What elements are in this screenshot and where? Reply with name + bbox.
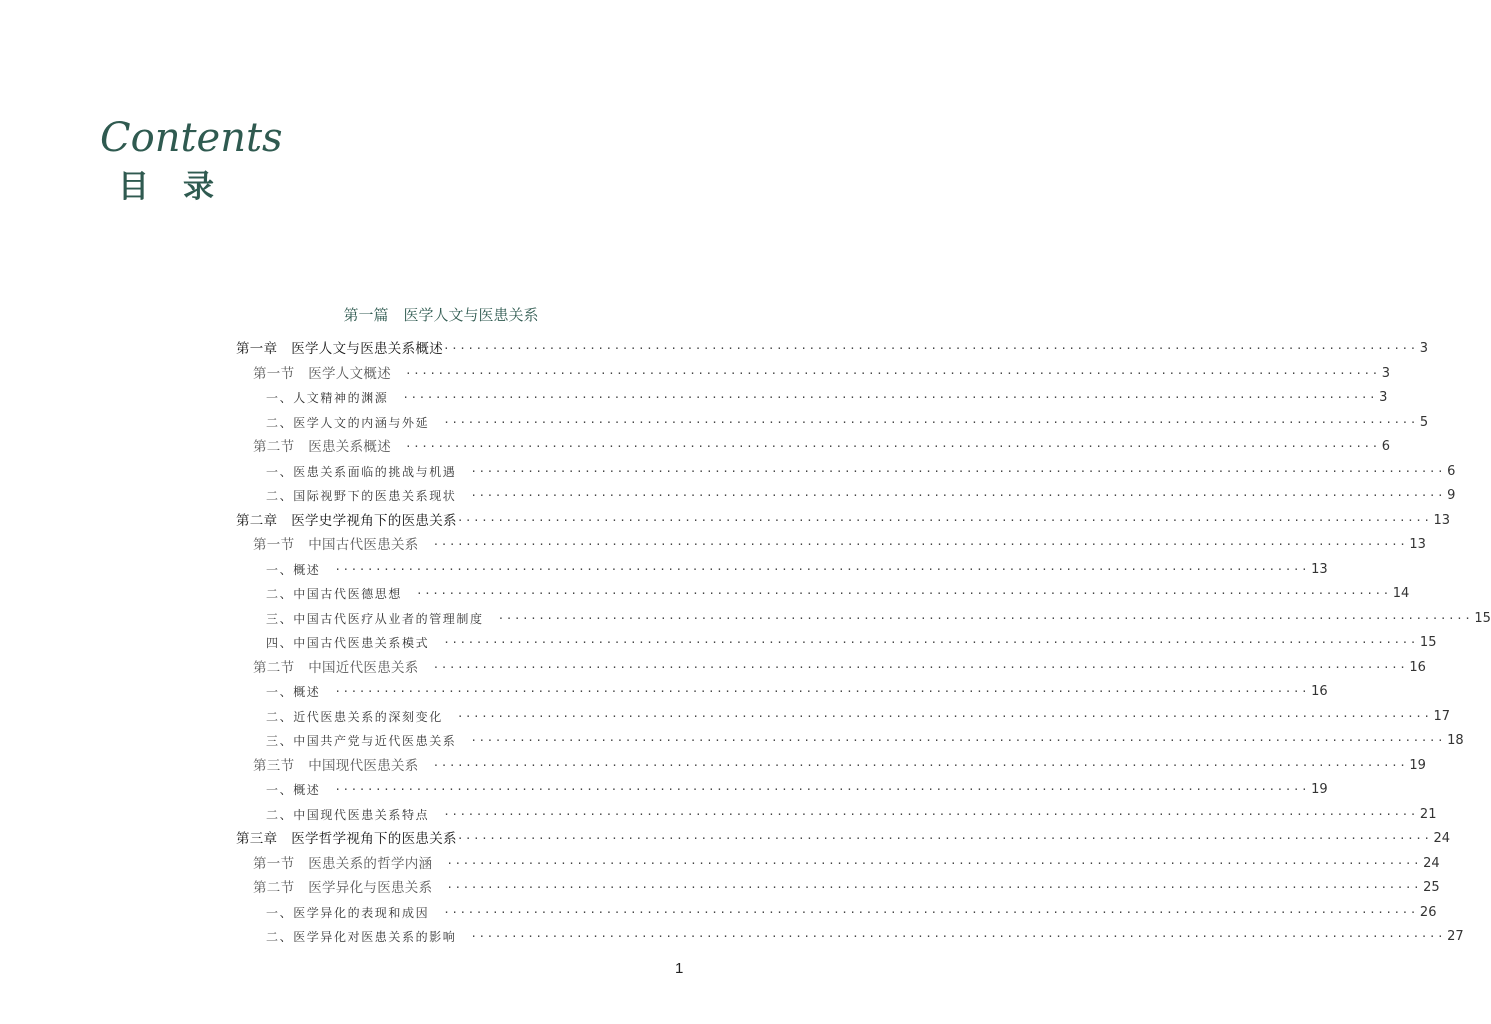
toc-entry-item[interactable] bbox=[0, 680, 1328, 704]
toc-entry-page: 6 bbox=[1447, 463, 1456, 479]
toc-entry-item[interactable] bbox=[0, 729, 1464, 753]
dot-leader: ························································································································ bbox=[443, 905, 1418, 919]
toc-entry-item[interactable] bbox=[0, 631, 1437, 655]
dot-leader: ························································································································ bbox=[470, 464, 1446, 478]
toc-entry-label: 第二节 医学异化与医患关系 bbox=[253, 880, 433, 896]
toc-entry-page: 17 bbox=[1433, 708, 1451, 724]
dot-leader: ························································································································ bbox=[334, 783, 1310, 796]
toc-entry-item[interactable] bbox=[0, 778, 1328, 802]
toc-entry-page: 15 bbox=[1419, 635, 1437, 650]
toc-entry-page: 3 bbox=[1379, 390, 1388, 405]
page-number: 1 bbox=[675, 960, 684, 977]
contents-script-title: Contents bbox=[100, 115, 283, 161]
toc-entry-item[interactable] bbox=[0, 705, 1451, 729]
toc-entry-label: 二、近代医患关系的深刻变化 bbox=[266, 709, 443, 724]
dot-leader: ························································································································ bbox=[470, 734, 1446, 747]
toc-entry-label: 一、概述 bbox=[266, 562, 321, 577]
toc-entry-label: 二、医学异化对医患关系的影响 bbox=[266, 930, 457, 944]
dot-leader: ························································································································ bbox=[443, 415, 1418, 429]
dot-leader: ························································································································ bbox=[405, 440, 1380, 453]
toc-entry-page: 18 bbox=[1447, 733, 1464, 748]
dot-leader: ························································································································ bbox=[443, 342, 1418, 355]
toc-entry-item[interactable] bbox=[0, 582, 1410, 606]
toc-entry-section[interactable] bbox=[0, 876, 1440, 900]
toc-entry-label: 第二节 医患关系概述 bbox=[253, 439, 391, 455]
toc-entry-label: 第三节 中国现代医患关系 bbox=[253, 757, 419, 774]
dot-leader: ························································································································ bbox=[456, 832, 1432, 845]
toc-entry-label: 二、医学人文的内涵与外延 bbox=[266, 415, 430, 430]
toc-entry-page: 25 bbox=[1423, 880, 1440, 895]
toc-entry-section[interactable] bbox=[0, 533, 1426, 557]
toc-entry-item[interactable] bbox=[0, 386, 1388, 410]
dot-leader: ························································································································ bbox=[443, 636, 1418, 649]
toc-entry-label: 第二章 医学史学视角下的医患关系 bbox=[236, 512, 457, 529]
toc-entry-label: 三、中国古代医疗从业者的管理制度 bbox=[266, 611, 484, 626]
toc-entry-page: 13 bbox=[1433, 512, 1451, 528]
toc-entry-label: 第一节 医患关系的哲学内涵 bbox=[253, 855, 433, 872]
dot-leader: ························································································································ bbox=[443, 807, 1418, 821]
toc-entry-page: 26 bbox=[1419, 904, 1437, 920]
toc-entry-label: 第二节 中国近代医患关系 bbox=[253, 659, 419, 676]
toc-entry-section[interactable] bbox=[0, 852, 1440, 876]
toc-entry-section[interactable] bbox=[0, 362, 1390, 386]
toc-entry-page: 14 bbox=[1392, 586, 1410, 601]
toc-entry-section[interactable] bbox=[0, 435, 1390, 459]
toc-entry-item[interactable] bbox=[0, 460, 1456, 484]
dot-leader: ························································································································ bbox=[446, 881, 1422, 894]
toc-entry-item[interactable] bbox=[0, 411, 1429, 435]
dot-leader: ························································································································ bbox=[432, 660, 1408, 674]
toc-entry-label: 第一节 中国古代医患关系 bbox=[253, 537, 419, 553]
dot-leader: ························································································································ bbox=[470, 489, 1446, 502]
toc-entry-item[interactable] bbox=[0, 607, 1491, 631]
toc-entry-page: 3 bbox=[1381, 365, 1390, 381]
toc-entry-page: 16 bbox=[1311, 684, 1328, 699]
dot-leader: ························································································································ bbox=[334, 685, 1310, 698]
toc-entry-page: 3 bbox=[1419, 341, 1428, 356]
toc-entry-page: 19 bbox=[1409, 757, 1426, 773]
dot-leader: ························································································································ bbox=[432, 758, 1408, 772]
toc-entry-label: 第一节 医学人文概述 bbox=[253, 365, 391, 382]
toc-entry-chapter[interactable] bbox=[0, 827, 1451, 851]
toc-entry-label: 二、国际视野下的医患关系现状 bbox=[266, 489, 457, 503]
dot-leader: ························································································································ bbox=[416, 587, 1391, 600]
toc-entry-page: 16 bbox=[1409, 659, 1426, 675]
toc-entry-label: 四、中国古代医患关系模式 bbox=[266, 636, 430, 650]
toc-entry-page: 13 bbox=[1409, 537, 1426, 552]
toc-entry-page: 13 bbox=[1311, 561, 1328, 577]
toc-entry-label: 一、概述 bbox=[266, 685, 321, 699]
dot-leader: ························································································································ bbox=[497, 611, 1473, 625]
toc-entry-label: 三、中国共产党与近代医患关系 bbox=[266, 734, 457, 748]
toc-entry-item[interactable] bbox=[0, 558, 1328, 582]
dot-leader: ························································································································ bbox=[456, 709, 1432, 723]
toc-entry-label: 第一章 医学人文与医患关系概述 bbox=[236, 341, 443, 357]
toc-entry-label: 一、人文精神的渊源 bbox=[266, 391, 389, 405]
toc-entry-page: 6 bbox=[1381, 439, 1390, 454]
part-title: 第一篇 医学人文与医患关系 bbox=[343, 306, 539, 324]
toc-entry-label: 第三章 医学哲学视角下的医患关系 bbox=[236, 831, 457, 847]
dot-leader: ························································································································ bbox=[432, 538, 1408, 551]
dot-leader: ························································································································ bbox=[446, 856, 1422, 870]
dot-leader: ························································································································ bbox=[470, 930, 1446, 943]
toc-entry-item[interactable] bbox=[0, 803, 1437, 827]
toc-entry-section[interactable] bbox=[0, 754, 1426, 778]
toc-entry-label: 二、中国现代医患关系特点 bbox=[266, 807, 430, 822]
toc-entry-page: 24 bbox=[1433, 831, 1451, 846]
toc-entry-item[interactable] bbox=[0, 925, 1464, 949]
toc-entry-item[interactable] bbox=[0, 901, 1437, 925]
toc-chinese-title: 目录 bbox=[118, 169, 248, 205]
toc-entry-chapter[interactable] bbox=[0, 337, 1428, 361]
dot-leader: ························································································································ bbox=[456, 513, 1432, 527]
toc-entry-label: 一、医学异化的表现和成因 bbox=[266, 905, 430, 920]
toc-entry-label: 一、医患关系面临的挑战与机遇 bbox=[266, 464, 457, 479]
toc-entry-page: 27 bbox=[1447, 929, 1464, 944]
toc-entry-section[interactable] bbox=[0, 656, 1426, 680]
toc-entry-page: 24 bbox=[1423, 855, 1440, 871]
toc-entry-page: 15 bbox=[1474, 610, 1491, 626]
toc-entry-page: 5 bbox=[1419, 414, 1429, 430]
toc-entry-label: 二、中国古代医德思想 bbox=[266, 587, 403, 601]
dot-leader: ························································································································ bbox=[334, 562, 1310, 576]
toc-entry-page: 19 bbox=[1311, 782, 1328, 797]
dot-leader: ························································································································ bbox=[402, 391, 1378, 404]
toc-entry-page: 9 bbox=[1447, 488, 1456, 503]
toc-entry-chapter[interactable] bbox=[0, 509, 1451, 533]
toc-entry-item[interactable] bbox=[0, 484, 1456, 508]
toc-entry-page: 21 bbox=[1419, 806, 1437, 822]
toc-entry-label: 一、概述 bbox=[266, 783, 321, 797]
dot-leader: ························································································································ bbox=[405, 366, 1380, 380]
